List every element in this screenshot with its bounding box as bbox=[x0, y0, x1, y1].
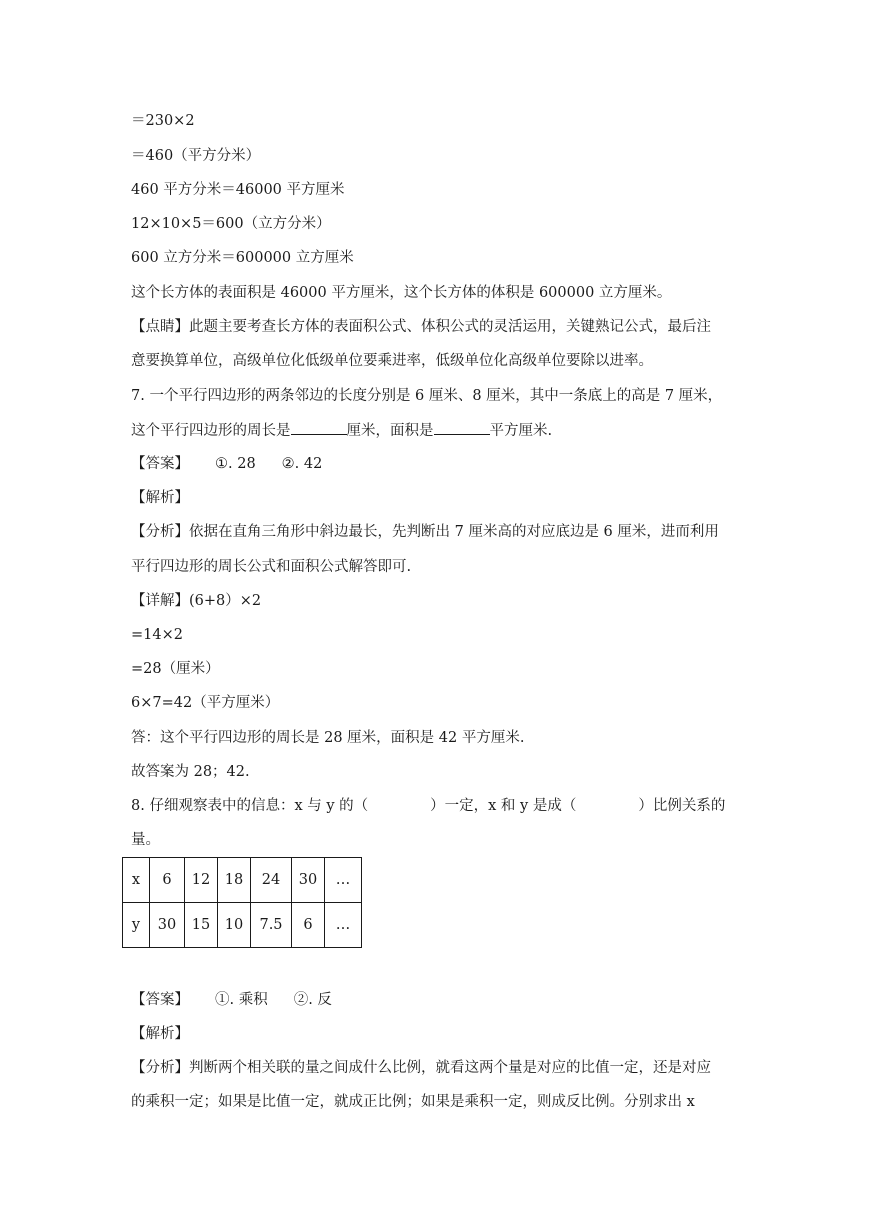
calc-line-1: ＝230×2 bbox=[131, 113, 195, 129]
table-row bbox=[123, 903, 362, 948]
q8-answer-2: ②. 反 bbox=[293, 992, 332, 1008]
q7-analysis-label: 【解析】 bbox=[131, 490, 189, 506]
q7-answer-2: ②. 42 bbox=[281, 456, 323, 472]
q7-text-c: 平方厘米. bbox=[489, 423, 553, 439]
q8-data-table bbox=[122, 857, 362, 948]
table-cell: … bbox=[325, 903, 362, 948]
q7-text-a: 这个平行四边形的周长是 bbox=[131, 423, 291, 439]
q7-answer-line bbox=[131, 454, 741, 474]
q8-analysis-label: 【解析】 bbox=[131, 1026, 189, 1042]
table-cell: … bbox=[325, 858, 362, 903]
table-cell: 30 bbox=[292, 858, 325, 903]
conclusion-line: 这个长方体的表面积是 46000 平方厘米，这个长方体的体积是 600000 立方厘米。 bbox=[131, 285, 672, 301]
q8-answer-1: ①. 乘积 bbox=[215, 992, 268, 1008]
table-cell: 6 bbox=[150, 858, 185, 903]
table-cell: 12 bbox=[185, 858, 218, 903]
calc-line-2: ＝460（平方分米） bbox=[131, 148, 261, 164]
remark-line-2: 意要换算单位，高级单位化低级单位要乘进率，低级单位化高级单位要除以进率。 bbox=[131, 353, 653, 369]
table-cell: y bbox=[123, 903, 150, 948]
table-cell: x bbox=[123, 858, 150, 903]
q8-question-line-2: 量。 bbox=[131, 832, 160, 848]
q7-question-line-2 bbox=[131, 420, 741, 441]
table-cell: 30 bbox=[150, 903, 185, 948]
q7-blank-area bbox=[434, 420, 490, 435]
q7-text-b: 厘米，面积是 bbox=[346, 423, 434, 439]
calc-line-4: 12×10×5＝600（立方分米） bbox=[131, 216, 331, 232]
q8-question-line-1 bbox=[131, 796, 741, 816]
table-cell: 7.5 bbox=[251, 903, 292, 948]
q7-detail-line-1: 【详解】(6+8）×2 bbox=[131, 593, 262, 609]
remark-line-1: 【点睛】此题主要考查长方体的表面积公式、体积公式的灵活运用，关键熟记公式，最后注 bbox=[131, 319, 711, 335]
calc-line-3: 460 平方分米＝46000 平方厘米 bbox=[131, 182, 345, 198]
table-row bbox=[123, 858, 362, 903]
q7-analysis-line-1: 【分析】依据在直角三角形中斜边最长，先判断出 7 厘米高的对应底边是 6 厘米，进而利用 bbox=[131, 524, 719, 540]
table-cell: 24 bbox=[251, 858, 292, 903]
q7-detail-line-3: =28（厘米） bbox=[131, 661, 220, 677]
table-cell: 6 bbox=[292, 903, 325, 948]
calc-line-5: 600 立方分米＝600000 立方厘米 bbox=[131, 250, 354, 266]
q8-text-b: ）一定，x 和 y 是成（ bbox=[430, 798, 577, 814]
q8-analysis-line-1: 【分析】判断两个相关联的量之间成什么比例，就看这两个量是对应的比值一定，还是对应 bbox=[131, 1060, 711, 1076]
q7-detail-line-5: 答：这个平行四边形的周长是 28 厘米，面积是 42 平方厘米. bbox=[131, 730, 525, 746]
table-cell: 10 bbox=[218, 903, 251, 948]
q7-blank-perimeter bbox=[291, 420, 347, 435]
q7-detail-line-2: =14×2 bbox=[131, 627, 183, 643]
q7-analysis-line-2: 平行四边形的周长公式和面积公式解答即可. bbox=[131, 559, 412, 575]
q7-detail-line-4: 6×7=42（平方厘米） bbox=[131, 695, 280, 711]
q8-text-a: 8. 仔细观察表中的信息：x 与 y 的（ bbox=[131, 798, 369, 814]
q7-answer-1: ①. 28 bbox=[215, 456, 256, 472]
table-cell: 15 bbox=[185, 903, 218, 948]
q8-answer-label: 【答案】 bbox=[131, 992, 189, 1008]
q8-answer-line bbox=[131, 990, 741, 1010]
q7-answer-label: 【答案】 bbox=[131, 456, 189, 472]
q7-question-line-1: 7. 一个平行四边形的两条邻边的长度分别是 6 厘米、8 厘米，其中一条底上的高是 7 厘米， bbox=[131, 388, 723, 404]
q7-detail-line-6: 故答案为 28；42. bbox=[131, 764, 250, 780]
q8-analysis-line-2: 的乘积一定；如果是比值一定，就成正比例；如果是乘积一定，则成反比例。分别求出 x bbox=[131, 1094, 695, 1110]
q8-text-c: ）比例关系的 bbox=[638, 798, 726, 814]
table-cell: 18 bbox=[218, 858, 251, 903]
